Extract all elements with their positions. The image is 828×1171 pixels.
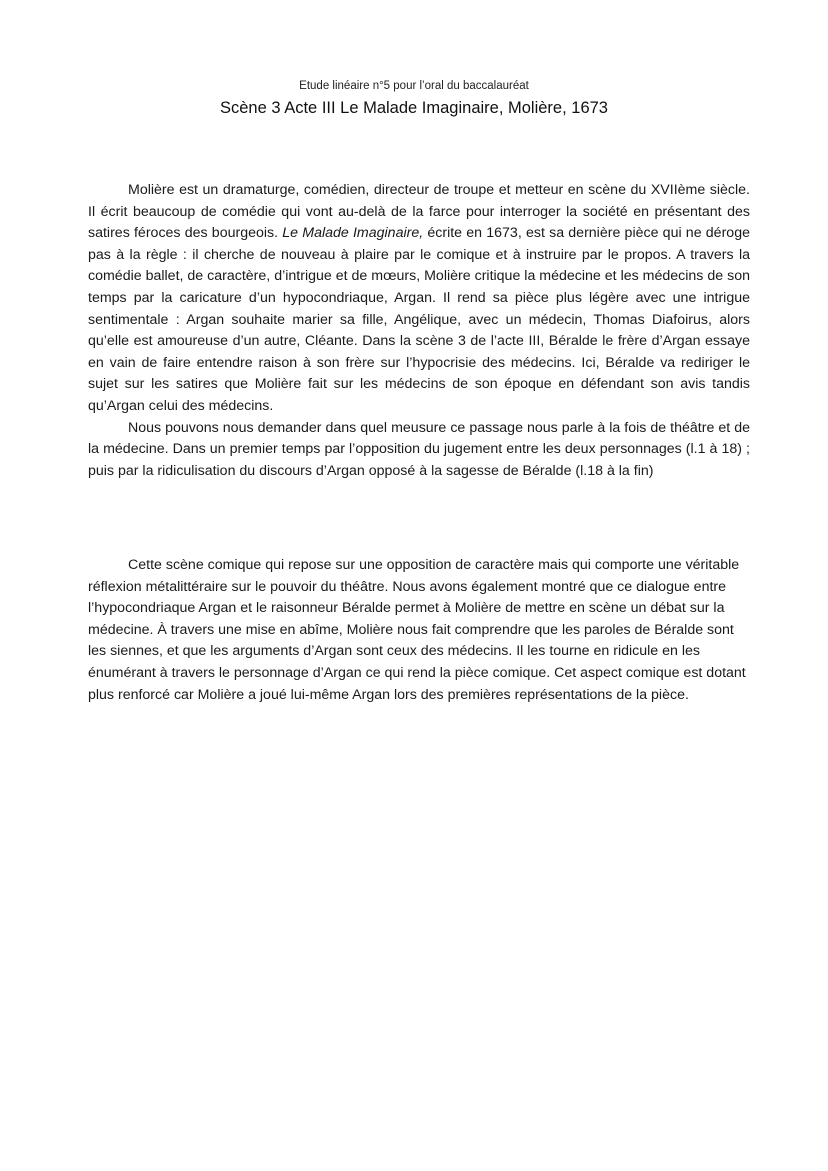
introduction-paragraph-1 [88,180,750,418]
introduction-section [88,180,750,482]
conclusion-paragraph: Cette scène comique qui repose sur une opposition de caractère mais qui comporte une véritable réflexion métalittéraire sur le pouvoir du théâtre. Nous avons également montré que ce dialogue entre l’hypocondriaque Argan et le raisonneur Béralde permet à Molière de mettre en scène un débat sur la médecine. À travers une mise en abîme, Molière nous fait comprendre que les paroles de Béralde sont les siennes, et que les arguments d’Argan sont ceux des médecins. Il les tourne en ridicule en les énumérant à travers le personnage d’Argan ce qui rend la pièce comique. Cet aspect comique est dotant plus renforcé car Molière a joué lui-même Argan lors des premières représentations de la pièce. [88,557,746,703]
conclusion-section [88,555,750,706]
play-title-italic: Le Malade Imaginaire, [282,225,424,242]
intro-text-part-2: écrite en 1673, est sa dernière pièce qui ne déroge pas à la règle : il cherche de nouveau à plaire par le comique et à instruire par le propos. A travers la comédie ballet, de caractère, d’intrigue et de mœurs, Molière critique la médecine et les médecins de son temps par la caricature d’un hypocondriaque, Argan. Il rend sa pièce plus légère avec une intrigue sentimentale : Argan souhaite marier sa fille, Angélique, avec un médecin, Thomas Diafoirus, alors qu’elle est amoureuse d’un autre, Cléante. Dans la scène 3 de l’acte III, Béralde le frère d’Argan essaye en vain de faire entendre raison à son frère sur l’hypocrisie des médecins. Ici, Béralde va rediriger le sujet sur les satires que Molière fait sur les médecins de son époque en défendant son avis tandis qu’Argan celui des médecins. [88,225,750,414]
document-title: Scène 3 Acte III Le Malade Imaginaire, Molière, 1673 [220,99,608,117]
intro-text-part-1: Molière est un dramaturge, comédien, directeur de troupe et metteur en scène du XVIIème siècle. Il écrit beaucoup de comédie qui vont au-delà de la farce pour interroger la société en présentant des satires féroces des bourgeois. [88,182,750,242]
introduction-paragraph-2: Nous pouvons nous demander dans quel meusure ce passage nous parle à la fois de théâtre et de la médecine. Dans un premier temps par l’opposition du jugement entre les deux personnages (l.1 à 18) ; puis par la ridiculisation du discours d’Argan opposé à la sagesse de Béralde (l.18 à la fin) [88,419,750,479]
document-subtitle: Etude linéaire n°5 pour l’oral du baccalauréat [299,80,529,92]
document-header [0,78,828,120]
